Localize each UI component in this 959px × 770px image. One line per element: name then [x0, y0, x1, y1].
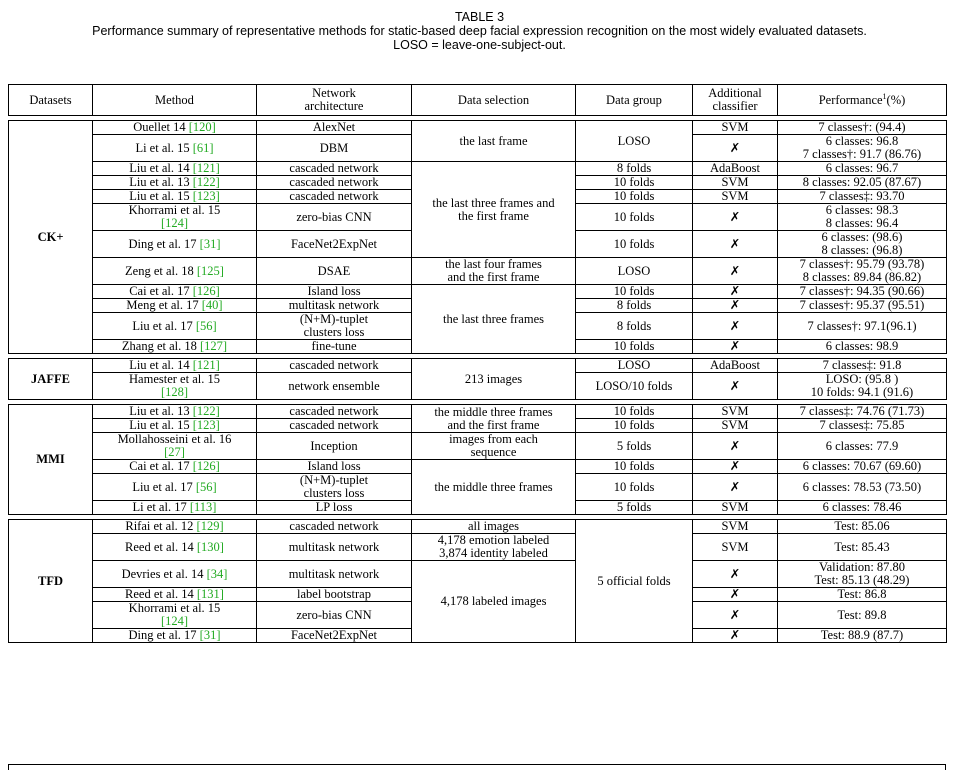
performance-cell: 7 classes†: 94.35 (90.66) [778, 285, 947, 299]
dataset-name: TFD [9, 520, 93, 643]
group-cell: LOSO [576, 121, 693, 162]
performance-cell: 7 classes†: 97.1(96.1) [778, 313, 947, 340]
performance-cell: 7 classes‡: 75.85 [778, 419, 947, 433]
performance-cell: 6 classes: 98.3 8 classes: 96.4 [778, 204, 947, 231]
arch-cell: multitask network [257, 299, 412, 313]
group-cell: 10 folds [576, 340, 693, 354]
header-method: Method [93, 85, 257, 116]
group-cell: LOSO/10 folds [576, 373, 693, 400]
group-cell: 10 folds [576, 405, 693, 419]
classifier-cell: SVM [693, 419, 778, 433]
table-row [9, 561, 947, 588]
performance-cell: 6 classes: 70.67 (69.60) [778, 460, 947, 474]
performance-cell: 8 classes: 92.05 (87.67) [778, 176, 947, 190]
method-cell: Mollahosseini et al. 16 [27] [93, 433, 257, 460]
method-cell: Liu et al. 15 [123] [93, 419, 257, 433]
arch-cell: cascaded network [257, 190, 412, 204]
dataset-name: JAFFE [9, 359, 93, 400]
performance-cell: 6 classes: 77.9 [778, 433, 947, 460]
group-cell: 8 folds [576, 313, 693, 340]
arch-cell: DBM [257, 135, 412, 162]
method-cell: Cai et al. 17 [126] [93, 285, 257, 299]
group-cell: LOSO [576, 258, 693, 285]
classifier-cell: ✗ [693, 373, 778, 400]
method-cell: Devries et al. 14 [34] [93, 561, 257, 588]
method-cell: Khorrami et al. 15 [124] [93, 204, 257, 231]
classifier-cell: SVM [693, 121, 778, 135]
dataset-name: CK+ [9, 121, 93, 354]
results-table [8, 84, 947, 643]
performance-cell: 7 classes†: (94.4) [778, 121, 947, 135]
classifier-cell: AdaBoost [693, 162, 778, 176]
selection-cell: images from each sequence [412, 433, 576, 460]
arch-cell: Inception [257, 433, 412, 460]
performance-cell: Test: 88.9 (87.7) [778, 629, 947, 643]
arch-cell: AlexNet [257, 121, 412, 135]
group-cell: 10 folds [576, 285, 693, 299]
arch-cell: FaceNet2ExpNet [257, 629, 412, 643]
classifier-cell: SVM [693, 176, 778, 190]
arch-cell: (N+M)-tuplet clusters loss [257, 474, 412, 501]
arch-cell: cascaded network [257, 520, 412, 534]
arch-cell: LP loss [257, 501, 412, 515]
performance-cell: 6 classes: 96.7 [778, 162, 947, 176]
performance-cell: 7 classes‡: 93.70 [778, 190, 947, 204]
group-cell: 10 folds [576, 460, 693, 474]
table-row [9, 121, 947, 135]
classifier-cell: ✗ [693, 340, 778, 354]
performance-cell: 6 classes: 78.53 (73.50) [778, 474, 947, 501]
method-cell: Li et al. 15 [61] [93, 135, 257, 162]
arch-cell: network ensemble [257, 373, 412, 400]
classifier-cell: ✗ [693, 135, 778, 162]
arch-cell: cascaded network [257, 176, 412, 190]
arch-cell: cascaded network [257, 419, 412, 433]
classifier-cell: ✗ [693, 204, 778, 231]
group-cell: 5 folds [576, 433, 693, 460]
selection-cell: the middle three frames [412, 460, 576, 515]
table-caption-abbrev: LOSO = leave-one-subject-out. [393, 38, 566, 52]
classifier-cell: ✗ [693, 460, 778, 474]
performance-cell: 6 classes: 96.8 7 classes†: 91.7 (86.76) [778, 135, 947, 162]
classifier-cell: ✗ [693, 231, 778, 258]
classifier-cell: ✗ [693, 285, 778, 299]
group-cell: 10 folds [576, 190, 693, 204]
performance-cell: 7 classes†: 95.79 (93.78) 8 classes: 89.84 (86.82) [778, 258, 947, 285]
arch-cell: FaceNet2ExpNet [257, 231, 412, 258]
selection-cell: all images [412, 520, 576, 534]
header-classifier: Additional classifier [693, 85, 778, 116]
arch-cell: multitask network [257, 561, 412, 588]
method-cell: Liu et al. 17 [56] [93, 313, 257, 340]
performance-cell: 7 classes‡: 74.76 (71.73) [778, 405, 947, 419]
method-cell: Liu et al. 14 [121] [93, 162, 257, 176]
table-label: TABLE 3 [454, 10, 505, 24]
classifier-cell: SVM [693, 534, 778, 561]
group-cell: 10 folds [576, 231, 693, 258]
classifier-cell: SVM [693, 501, 778, 515]
table-row [9, 520, 947, 534]
table-caption: Performance summary of representative methods for static-based deep facial expression recognition on the most widely evaluated datasets. [92, 24, 867, 38]
header-group: Data group [576, 85, 693, 116]
next-table-edge [8, 764, 946, 770]
group-cell: 8 folds [576, 299, 693, 313]
table-row [9, 258, 947, 285]
classifier-cell: ✗ [693, 299, 778, 313]
method-cell: Liu et al. 15 [123] [93, 190, 257, 204]
method-cell: Reed et al. 14 [130] [93, 534, 257, 561]
selection-cell: 4,178 labeled images [412, 561, 576, 643]
group-cell: 5 folds [576, 501, 693, 515]
method-cell: Zeng et al. 18 [125] [93, 258, 257, 285]
arch-cell: cascaded network [257, 162, 412, 176]
method-cell: Liu et al. 13 [122] [93, 405, 257, 419]
group-cell: LOSO [576, 359, 693, 373]
performance-cell: Validation: 87.80 Test: 85.13 (48.29) [778, 561, 947, 588]
method-cell: Cai et al. 17 [126] [93, 460, 257, 474]
method-cell: Liu et al. 14 [121] [93, 359, 257, 373]
group-cell: 10 folds [576, 176, 693, 190]
method-cell: Liu et al. 17 [56] [93, 474, 257, 501]
arch-cell: Island loss [257, 460, 412, 474]
classifier-cell: ✗ [693, 561, 778, 588]
performance-cell: Test: 85.06 [778, 520, 947, 534]
table-row [9, 162, 947, 176]
arch-cell: zero-bias CNN [257, 204, 412, 231]
selection-cell: the last frame [412, 121, 576, 162]
table-row [9, 359, 947, 373]
selection-cell: the last four frames and the first frame [412, 258, 576, 285]
arch-cell: (N+M)-tuplet clusters loss [257, 313, 412, 340]
group-cell: 5 official folds [576, 520, 693, 643]
selection-cell: 213 images [412, 359, 576, 400]
performance-cell: 7 classes‡: 91.8 [778, 359, 947, 373]
arch-cell: Island loss [257, 285, 412, 299]
classifier-cell: SVM [693, 190, 778, 204]
classifier-cell: ✗ [693, 588, 778, 602]
method-cell: Rifai et al. 12 [129] [93, 520, 257, 534]
method-cell: Li et al. 17 [113] [93, 501, 257, 515]
method-cell: Hamester et al. 15 [128] [93, 373, 257, 400]
arch-cell: label bootstrap [257, 588, 412, 602]
performance-cell: Test: 89.8 [778, 602, 947, 629]
performance-cell: 6 classes: 78.46 [778, 501, 947, 515]
table-row [9, 534, 947, 561]
classifier-cell: ✗ [693, 313, 778, 340]
dataset-name: MMI [9, 405, 93, 515]
group-cell: 10 folds [576, 474, 693, 501]
classifier-cell: ✗ [693, 258, 778, 285]
header-network: Network architecture [257, 85, 412, 116]
classifier-cell: ✗ [693, 629, 778, 643]
classifier-cell: ✗ [693, 474, 778, 501]
performance-cell: 6 classes: 98.9 [778, 340, 947, 354]
group-cell: 10 folds [576, 419, 693, 433]
classifier-cell: ✗ [693, 602, 778, 629]
selection-cell: the middle three frames and the first frame [412, 405, 576, 433]
method-cell: Zhang et al. 18 [127] [93, 340, 257, 354]
performance-cell: 6 classes: (98.6) 8 classes: (96.8) [778, 231, 947, 258]
method-cell: Khorrami et al. 15 [124] [93, 602, 257, 629]
table-row [9, 460, 947, 474]
arch-cell: multitask network [257, 534, 412, 561]
method-cell: Liu et al. 13 [122] [93, 176, 257, 190]
arch-cell: DSAE [257, 258, 412, 285]
table-row [9, 433, 947, 460]
selection-cell: the last three frames and the first frame [412, 162, 576, 258]
group-cell: 10 folds [576, 204, 693, 231]
table-row [9, 405, 947, 419]
header-datasets: Datasets [9, 85, 93, 116]
method-cell: Ouellet 14 [120] [93, 121, 257, 135]
classifier-cell: AdaBoost [693, 359, 778, 373]
classifier-cell: SVM [693, 405, 778, 419]
method-cell: Reed et al. 14 [131] [93, 588, 257, 602]
header-row [9, 85, 947, 116]
arch-cell: zero-bias CNN [257, 602, 412, 629]
classifier-cell: SVM [693, 520, 778, 534]
table-row [9, 285, 947, 299]
method-cell: Ding et al. 17 [31] [93, 231, 257, 258]
classifier-cell: ✗ [693, 433, 778, 460]
performance-cell: Test: 85.43 [778, 534, 947, 561]
method-cell: Ding et al. 17 [31] [93, 629, 257, 643]
method-cell: Meng et al. 17 [40] [93, 299, 257, 313]
performance-cell: 7 classes†: 95.37 (95.51) [778, 299, 947, 313]
header-selection: Data selection [412, 85, 576, 116]
selection-cell: 4,178 emotion labeled 3,874 identity labeled [412, 534, 576, 561]
arch-cell: fine-tune [257, 340, 412, 354]
performance-cell: Test: 86.8 [778, 588, 947, 602]
arch-cell: cascaded network [257, 405, 412, 419]
header-performance: Performance$^1$(%) [778, 85, 947, 116]
arch-cell: cascaded network [257, 359, 412, 373]
selection-cell: the last three frames [412, 285, 576, 354]
group-cell: 8 folds [576, 162, 693, 176]
performance-cell: LOSO: (95.8 ) 10 folds: 94.1 (91.6) [778, 373, 947, 400]
